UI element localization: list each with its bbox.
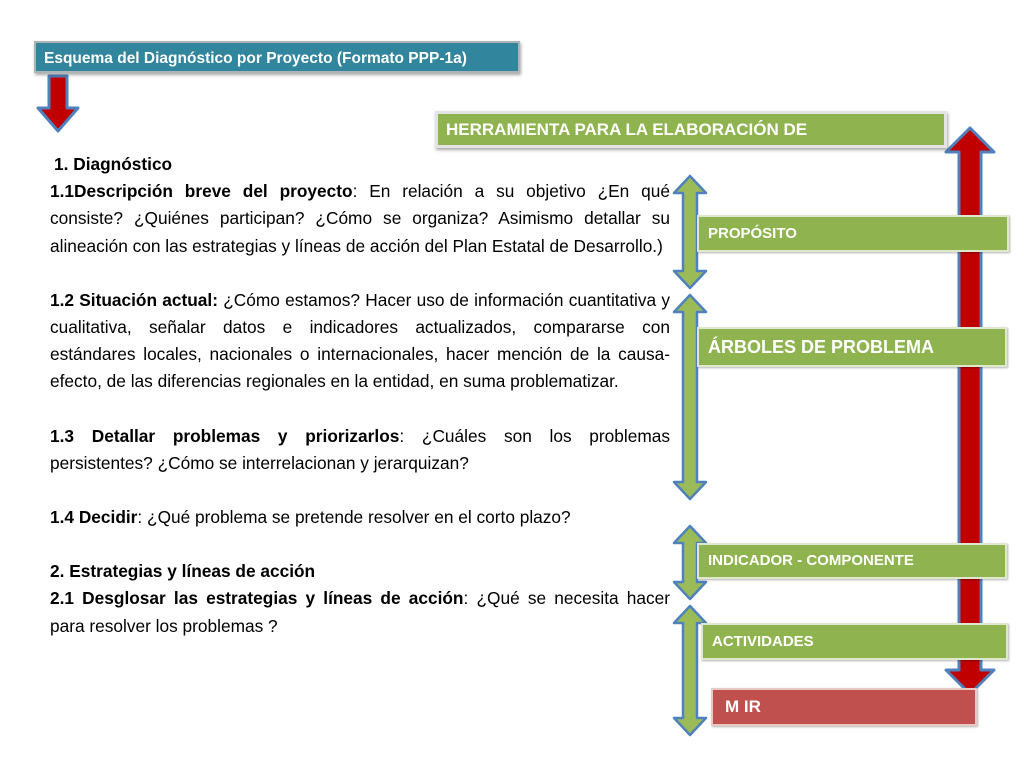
box-proposito: PROPÓSITO [697,215,1009,252]
section-1-4: 1.4 Decidir: ¿Qué problema se pretende resolver en el corto plazo? [50,507,571,528]
box-mir: M IR [711,688,977,726]
box-actividades: ACTIVIDADES [701,623,1008,660]
box-indicador-componente: INDICADOR - COMPONENTE [697,543,1007,579]
main-content [50,151,670,640]
tool-title: HERRAMIENTA PARA LA ELABORACIÓN DE [435,111,947,148]
double-arrow-icon [674,295,706,499]
section-1-1: 1.1Descripción breve del proyecto: En relación a su objetivo ¿En qué consiste? ¿Quiénes participan? ¿Cómo se organiza? Asimismo detallar su alineación con las estrategias y líneas de acción del Plan Estatal de Desarrollo.) [50,181,670,256]
page-title: Esquema del Diagnóstico por Proyecto (Formato PPP-1a) [34,41,520,73]
section-2-heading: 2. Estrategias y líneas de acción [50,561,316,582]
section-1-heading: 1. Diagnóstico [54,154,173,174]
section-1-3: 1.3 Detallar problemas y priorizarlos: ¿Cuáles son los problemas persistentes? ¿Cómo se interrelacionan y jerarquizan? [50,425,670,473]
section-1-2: 1.2 Situación actual: ¿Cómo estamos? Hacer uso de información cuantitativa y cualitativa, señalar datos e indicadores actualizados, compararse con estándares locales, nacionales o internacionales, hacer mención de la causa- efecto, de las diferencias regionales en la entidad, en suma problematizar. [50,289,670,392]
down-arrow-icon [38,76,78,131]
section-2-1: 2.1 Desglosar las estrategias y líneas de acción: ¿Qué se necesita hacer para resolver los problemas ? [50,588,670,636]
long-double-arrow-icon [946,128,994,694]
box-arboles-de-problema: ÁRBOLES DE PROBLEMA [697,327,1007,367]
